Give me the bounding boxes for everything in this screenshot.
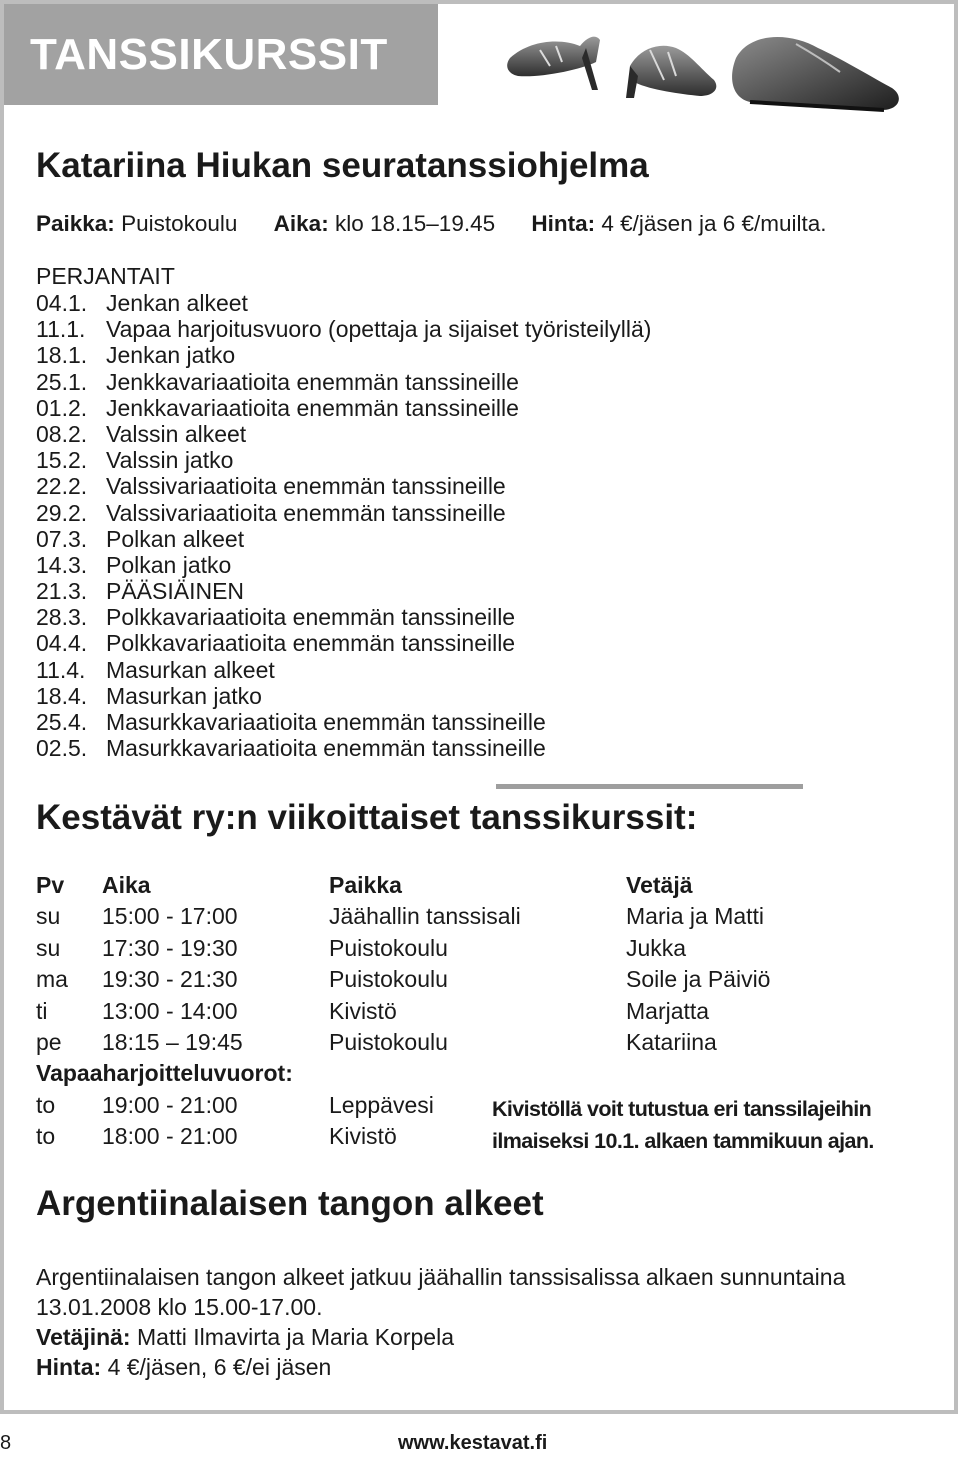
schedule-date: 29.2. xyxy=(36,499,88,526)
day-cell: su xyxy=(36,903,61,930)
schedule-item xyxy=(36,395,651,421)
schedule-date: 15.2. xyxy=(36,447,88,474)
schedule-date: 14.3. xyxy=(36,551,88,578)
tango-price-line xyxy=(36,1352,928,1382)
place-cell: Kivistö xyxy=(329,1123,397,1150)
place-cell: Puistokoulu xyxy=(329,966,448,993)
section-title-seuratanssi: Katariina Hiukan seuratanssiohjelma xyxy=(36,146,649,185)
section-title-tango: Argentiinalaisen tangon alkeet xyxy=(36,1184,544,1223)
leaders-value: Matti Ilmavirta ja Maria Korpela xyxy=(137,1324,454,1350)
friday-schedule-list xyxy=(36,290,651,761)
schedule-date: 18.1. xyxy=(36,342,88,369)
dance-shoe-icon xyxy=(626,46,716,98)
schedule-item xyxy=(36,421,651,447)
time-cell: 18:00 - 21:00 xyxy=(102,1123,238,1150)
page-title: TANSSIKURSSIT xyxy=(30,30,388,79)
day-cell: su xyxy=(36,934,61,961)
day-cell: ti xyxy=(36,997,48,1024)
schedule-item xyxy=(36,473,651,499)
schedule-item xyxy=(36,526,651,552)
schedule-topic: Valssivariaatioita enemmän tanssineille xyxy=(106,473,506,500)
time-label: Aika: xyxy=(273,211,329,236)
schedule-item xyxy=(36,683,651,709)
schedule-date: 01.2. xyxy=(36,394,88,421)
schedule-date: 22.2. xyxy=(36,473,88,500)
schedule-date: 04.4. xyxy=(36,630,88,657)
schedule-item xyxy=(36,447,651,473)
dance-shoe-icon xyxy=(507,37,600,90)
place-cell: Puistokoulu xyxy=(329,934,448,961)
free-practice-heading: Vapaaharjoitteluvuorot: xyxy=(36,1060,293,1087)
time-cell: 18:15 – 19:45 xyxy=(102,1028,243,1055)
price-label: Hinta: xyxy=(531,211,596,236)
day-heading: PERJANTAIT xyxy=(36,263,175,289)
schedule-topic: Masurkkavariaatioita enemmän tanssineille xyxy=(106,735,546,762)
schedule-item xyxy=(36,316,651,342)
section-title-weekly-courses: Kestävät ry:n viikoittaiset tanssikurssit: xyxy=(36,798,698,837)
column-header: Pv xyxy=(36,872,65,898)
leader-cell: Soile ja Päiviö xyxy=(626,966,771,993)
schedule-topic: Polkkavariaatioita enemmän tanssineille xyxy=(106,630,516,657)
time-cell: 19:30 - 21:30 xyxy=(102,966,238,993)
schedule-date: 08.2. xyxy=(36,420,88,447)
schedule-date: 07.3. xyxy=(36,525,88,552)
schedule-topic: Jenkan jatko xyxy=(106,342,236,369)
leader-cell: Maria ja Matti xyxy=(626,903,765,930)
day-cell: to xyxy=(36,1123,56,1150)
time-cell: 19:00 - 21:00 xyxy=(102,1091,238,1118)
leader-cell: Marjatta xyxy=(626,997,710,1024)
schedule-date: 28.3. xyxy=(36,604,88,631)
schedule-topic: Polkan jatko xyxy=(106,551,232,578)
note-line: Kivistöllä voit tutustua eri tanssilajeihin xyxy=(492,1097,872,1121)
column-header: Vetäjä xyxy=(626,872,693,898)
place-cell: Puistokoulu xyxy=(329,1028,448,1055)
schedule-topic: PÄÄSIÄINEN xyxy=(106,578,245,605)
schedule-topic: Polkan alkeet xyxy=(106,525,245,552)
section-divider xyxy=(496,784,803,789)
schedule-item xyxy=(36,578,651,604)
schedule-topic: Valssin jatko xyxy=(106,447,234,474)
tango-description xyxy=(36,1262,928,1382)
schedule-date: 11.1. xyxy=(36,316,86,343)
schedule-date: 25.4. xyxy=(36,709,88,735)
mens-dance-shoe-icon xyxy=(732,37,899,110)
schedule-item xyxy=(36,657,651,683)
schedule-date: 04.1. xyxy=(36,290,88,316)
price-label: Hinta: xyxy=(36,1354,102,1380)
day-cell: to xyxy=(36,1091,56,1118)
price-value: 4 €/jäsen, 6 €/ei jäsen xyxy=(107,1354,332,1380)
time-cell: 13:00 - 14:00 xyxy=(102,997,238,1024)
schedule-topic: Vapaa harjoitusvuoro (opettaja ja sijaiset työristeilyllä) xyxy=(106,316,652,343)
schedule-item xyxy=(36,630,651,656)
column-header: Paikka xyxy=(329,872,402,898)
schedule-item xyxy=(36,342,651,368)
title-banner xyxy=(4,4,438,105)
schedule-item xyxy=(36,369,651,395)
leader-cell: Jukka xyxy=(626,934,687,961)
schedule-topic: Polkkavariaatioita enemmän tanssineille xyxy=(106,604,516,631)
schedule-topic: Valssin alkeet xyxy=(106,420,247,447)
schedule-item xyxy=(36,709,651,735)
place-cell: Kivistö xyxy=(329,997,397,1024)
place-cell: Leppävesi xyxy=(329,1091,434,1118)
schedule-item xyxy=(36,290,651,316)
schedule-date: 18.4. xyxy=(36,682,88,709)
time-cell: 15:00 - 17:00 xyxy=(102,903,238,930)
price-value: 4 €/jäsen ja 6 €/muilta. xyxy=(601,211,827,236)
schedule-item xyxy=(36,500,651,526)
place-cell: Jäähallin tanssisali xyxy=(329,903,521,930)
place-value: Puistokoulu xyxy=(121,211,238,236)
dance-shoes-illustration xyxy=(500,18,920,118)
schedule-date: 02.5. xyxy=(36,735,88,762)
leaders-label: Vetäjinä: xyxy=(36,1324,131,1350)
leader-cell: Katariina xyxy=(626,1028,717,1055)
website-link[interactable]: www.kestavat.fi xyxy=(398,1432,548,1454)
schedule-item xyxy=(36,552,651,578)
schedule-topic: Masurkan jatko xyxy=(106,682,262,709)
note-line: ilmaiseksi 10.1. alkaen tammikuun ajan. xyxy=(492,1128,874,1153)
schedule-topic: Masurkan alkeet xyxy=(106,656,275,683)
schedule-topic: Jenkkavariaatioita enemmän tanssineille xyxy=(106,368,519,395)
schedule-date: 25.1. xyxy=(36,368,88,395)
tango-text: Argentiinalaisen tangon alkeet jatkuu jäähallin tanssisalissa alkaen sunnuntaina 13.01.2008 klo 15.00-17.00. xyxy=(36,1264,846,1320)
day-cell: ma xyxy=(36,966,68,993)
schedule-topic: Masurkkavariaatioita enemmän tanssineille xyxy=(106,709,546,735)
place-label: Paikka: xyxy=(36,211,115,236)
kivisto-note xyxy=(492,1094,874,1157)
schedule-topic: Jenkkavariaatioita enemmän tanssineille xyxy=(106,394,519,421)
page-number: 8 xyxy=(0,1432,12,1454)
tango-leaders-line xyxy=(36,1322,928,1352)
time-value: klo 18.15–19.45 xyxy=(334,211,496,236)
schedule-topic: Valssivariaatioita enemmän tanssineille xyxy=(106,499,506,526)
course-info-line xyxy=(36,211,827,237)
time-cell: 17:30 - 19:30 xyxy=(102,934,238,961)
schedule-topic: Jenkan alkeet xyxy=(106,290,248,316)
schedule-date: 21.3. xyxy=(36,578,88,605)
day-cell: pe xyxy=(36,1028,62,1055)
schedule-item xyxy=(36,735,651,761)
column-header: Aika xyxy=(102,872,151,898)
schedule-item xyxy=(36,604,651,630)
schedule-date: 11.4. xyxy=(36,656,86,683)
